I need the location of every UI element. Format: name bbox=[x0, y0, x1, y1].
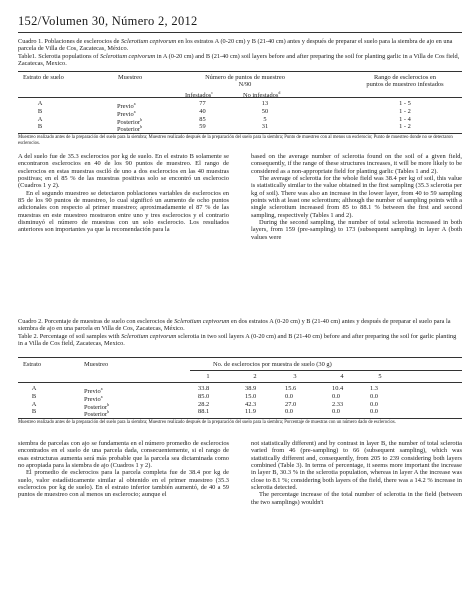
table1-caption bbox=[18, 38, 462, 68]
table2-cell-value: 0.0 bbox=[285, 392, 293, 400]
body1-right-paragraph: The average of sclerotia for the whole field was 38.4 per kg of soil, this value is statistically similar to the value obtained in the first sampling (35.3 sclerotia per kg of soil). There was also an increase in the lower layer, from 40 to 59 sampling points with at least one sclerotium; although the number of sampling points with a single sclerotium increased from 85 to 88.1 % between the first and second sampling, respectively (Tables 1 and 2). bbox=[251, 175, 462, 219]
table2-subheader-rule bbox=[18, 382, 462, 383]
table2-caption-en: Table 2. Percentage of soil samples with Sclerotium cepivorum sclerotia in two soil layers A (0-20 cm) and B (21-40 cm) before and after preparing the soil for garlic planting in a Villa de Cos field, Zacatecas, Mexico. bbox=[18, 332, 457, 348]
table2-cell-sample: Previo$^a$ bbox=[84, 386, 103, 396]
body1-right-column bbox=[251, 153, 462, 241]
table2-cell-value: 85.0 bbox=[198, 392, 210, 400]
table1-header-points: Número de puntos de muestreo bbox=[205, 74, 285, 81]
table2-cell-sample: Previo$^a$ bbox=[84, 393, 103, 403]
table2-cell-value: 1.3 bbox=[370, 385, 378, 392]
table1-footnote: Muestreo realizado antes de la preparación del suelo para la siembra; Muestreo realizado después de la preparación del suelo para la siembra; Punto de muestreo con al menos un esclerocio; Punto de muestreo donde no se detectaron esclerocios. bbox=[18, 135, 453, 146]
table1-cell-not-infested: 50 bbox=[261, 107, 269, 115]
table1-cell-sample: Posterior$^b$ bbox=[117, 124, 143, 134]
table1-cell-infested: 85 bbox=[199, 115, 206, 123]
body1-left-paragraph: A del suelo fue de 35.3 esclerocios por kg de suelo. En el estrato B solamente se encontraron esclerocios en 40 de los 90 puntos de muestreo. El rango de esclerocios en estas muestras osciló de uno a dos esclerocios en las 40 muestras positivas; en el 85 % de las muestras positivas solo se encontró un esclerocio (Cuadros 1 y 2). bbox=[18, 153, 229, 190]
table1-caption-es: Cuadro 1. Poblaciones de esclerocios de Sclerotium cepivorum en los estratos A (0-20 cm) y B (21-40 cm) antes y después de preparar el suelo para la siembra de ajo en una parcela de Villa de Cos, Zacatecas, México. bbox=[18, 38, 453, 53]
table1-header-rule bbox=[18, 97, 462, 98]
table1-header-range: Rango de esclerocios en bbox=[374, 74, 436, 81]
table2-cell-value: 2.33 bbox=[332, 400, 344, 408]
body2-left-paragraph: siembra de parcelas con ajo se fundamenta en el número promedio de esclerocios encontrados en el suelo de una parcela dada, consecuentemente, si el rango de esas estructuras aumenta será más probable que la parcela sea dictaminada como no apropiada para la siembra de ajo (Cuadros 1 y 2). bbox=[18, 440, 229, 470]
table2-cell-sample: Posterior$^b$ bbox=[84, 401, 110, 411]
table1-header-stratum: Estrato de suelo bbox=[23, 74, 64, 81]
table2-cell-value: 15.6 bbox=[285, 385, 297, 392]
table1-cell-stratum: A bbox=[37, 100, 43, 107]
table1-cell-sample: Posterior$^b$ bbox=[117, 116, 143, 126]
table2-count-header: 5 bbox=[378, 373, 382, 380]
table1-cell-not-infested: 13 bbox=[261, 100, 269, 107]
table2-cell-stratum: B bbox=[31, 392, 37, 400]
page-header: 152/Volumen 30, Número 2, 2012 bbox=[18, 14, 198, 28]
table2-cell-value: 10.4 bbox=[332, 385, 344, 392]
table2-cell-value: 0.0 bbox=[370, 400, 378, 408]
table1-cell-stratum: B bbox=[37, 123, 43, 131]
body2-left-paragraph: El promedio de esclerocios para la parcela completa fue de 38.4 por kg de suelo, valor estadísticamente similar al obtenido en el primer muestreo (35.3 esclerocios por kg de suelo). En el estrato inferior también aumentó, de 40 a 59 puntos de muestreo con al menos un esclerocio; aunque el bbox=[18, 469, 229, 499]
body1-left-column bbox=[18, 153, 229, 234]
table1-caption-en: Table1. Sclerotia populations of Sclerotium cepivorum in A (0-20 cm) and B (21-40 cm) soil layers before and after preparing the soil for planting garlic in a Villa de Cos field, Zacatecas, Mexico. bbox=[18, 52, 460, 68]
table2-cell-value: 11.9 bbox=[245, 408, 256, 416]
table2-cell-stratum: A bbox=[31, 385, 37, 392]
table2-footnote: Muestreo realizado antes de la preparación del suelo para la siembra; Muestreo realizado después de la preparación del suelo para la siembra; Porcentaje de muestras con un número dado de esclerocios. bbox=[18, 420, 396, 425]
table2-cell-stratum: A bbox=[31, 400, 37, 408]
table2-caption bbox=[18, 318, 462, 348]
table1-cell-range: 1 - 2 bbox=[399, 123, 411, 131]
table1-top-rule bbox=[18, 71, 462, 72]
table1-header-n90: N/90 bbox=[238, 81, 252, 88]
table1-cell-range: 1 - 4 bbox=[399, 115, 411, 123]
table2-count-header: 2 bbox=[253, 373, 257, 380]
table1-cell-sample: Previo$^a$ bbox=[117, 101, 136, 111]
table2-caption-es: Cuadro 2. Porcentaje de muestras de suelo con esclerocios de Sclerotium cepivorum en dos estratos A (0-20 cm) y B (21-40 cm) antes y después de preparar el suelo para la siembra de ajo en una parcela en Villa de Cos, Zacatecas, México. bbox=[18, 318, 451, 333]
table1-header-range-2: puntos de muestreo infestados bbox=[366, 81, 444, 88]
table2-cell-value: 0.0 bbox=[285, 408, 293, 416]
body2-right-paragraph: The percentage increase of the total number of sclerotia in the field (between the two samplings) wouldn't bbox=[251, 491, 462, 506]
table2-cell-value: 15.0 bbox=[245, 392, 257, 400]
table2-cell-value: 88.1 bbox=[198, 408, 210, 416]
table2-cell-sample: Posterior$^b$ bbox=[84, 409, 110, 419]
header-rule bbox=[18, 32, 462, 33]
body2-left-column bbox=[18, 440, 229, 499]
table2-count-header: 1 bbox=[206, 373, 210, 380]
table2-cell-value: 28.2 bbox=[198, 400, 210, 408]
table1-cell-sample: Previo$^a$ bbox=[117, 108, 136, 118]
table2-count-header: 3 bbox=[293, 373, 297, 380]
table1-header-sample: Muestreo bbox=[118, 74, 143, 81]
table1-cell-stratum: B bbox=[37, 107, 43, 115]
table1-cell-not-infested: 5 bbox=[263, 115, 267, 123]
table1-cell-infested: 59 bbox=[199, 123, 206, 131]
table2-cell-value: 33.8 bbox=[198, 385, 210, 392]
table2-top-rule bbox=[18, 357, 462, 358]
table1-cell-range: 1 - 5 bbox=[399, 100, 411, 107]
body2-right-column bbox=[251, 440, 462, 506]
table2-cell-value: 0.0 bbox=[332, 392, 340, 400]
body1-left-paragraph: En el segundo muestreo se detectaron poblaciones variables de esclerocios en 85 de los 90 puntos de muestreo, lo cual significó un aumento de ocho puntos adicionales con respecto al primer muestreo; aproximadamente el 87 % de las muestras en este muestreo mostraron entre uno y tres esclerocios y el contrario disminuyó el número de muestras con un solo esclerocio. Los resultados anteriores son importantes ya que la recomendación para la bbox=[18, 189, 229, 234]
table1-bottom-rule bbox=[18, 133, 462, 134]
table1-cell-infested: 77 bbox=[199, 100, 206, 107]
body1-right-paragraph: During the second sampling, the number of total sclerotia increased in both layers, from 159 (pre-sampling) to 173 (subsequent sampling) in layer A (both values were bbox=[251, 219, 462, 241]
table1-cell-stratum: A bbox=[37, 115, 43, 123]
table2-header-sample: Muestreo bbox=[84, 361, 109, 368]
table1-header-infested: Infestados$^c$ bbox=[185, 90, 214, 100]
table2-cell-value: 42.3 bbox=[245, 400, 257, 408]
table2-header-stratum: Estrato bbox=[23, 361, 42, 368]
body1-right-paragraph: based on the average number of sclerotia found on the soil of a given field, consequently, if the range of these structures increases, it will be more likely to be considered as a non-appropriate field for planting garlic (Tables 1 and 2). bbox=[251, 153, 462, 175]
table2-cell-value: 0.0 bbox=[370, 392, 378, 400]
table2-count-header: 4 bbox=[340, 373, 344, 380]
table2-cell-value: 38.9 bbox=[245, 385, 257, 392]
table2-cell-stratum: B bbox=[31, 408, 37, 416]
table2-cell-value: 0.0 bbox=[370, 408, 378, 416]
table1-cell-infested: 40 bbox=[199, 107, 206, 115]
table2-cell-value: 0.0 bbox=[332, 408, 340, 416]
table2-header-count: No. de esclerocios por muestra de suelo (30 g) bbox=[213, 361, 332, 368]
table2-bottom-rule bbox=[18, 418, 462, 419]
body2-right-paragraph: not statistically different) and by contrast in layer B, the number of total sclerotia varied from 46 (pre-sampling) to 66 (subsequent sampling), which was statistically different and, consequently, from 205 to 239 considering both layers combined (Table 3). In terms of percentage, it seems more important the increase in layer B, 30.3 % in the sclerotia population, whereas in layer A the increase was close to 8.1 %; considering both layers of the field, there was a 14.2 % increase in sclerotia detected. bbox=[251, 440, 462, 492]
table1-cell-range: 1 - 2 bbox=[399, 107, 411, 115]
table2-cell-value: 27.0 bbox=[285, 400, 297, 408]
table2-header-rule bbox=[190, 370, 462, 371]
table1-header-not-infested: No infestados$^d$ bbox=[243, 90, 281, 100]
table1-cell-not-infested: 31 bbox=[261, 123, 269, 131]
